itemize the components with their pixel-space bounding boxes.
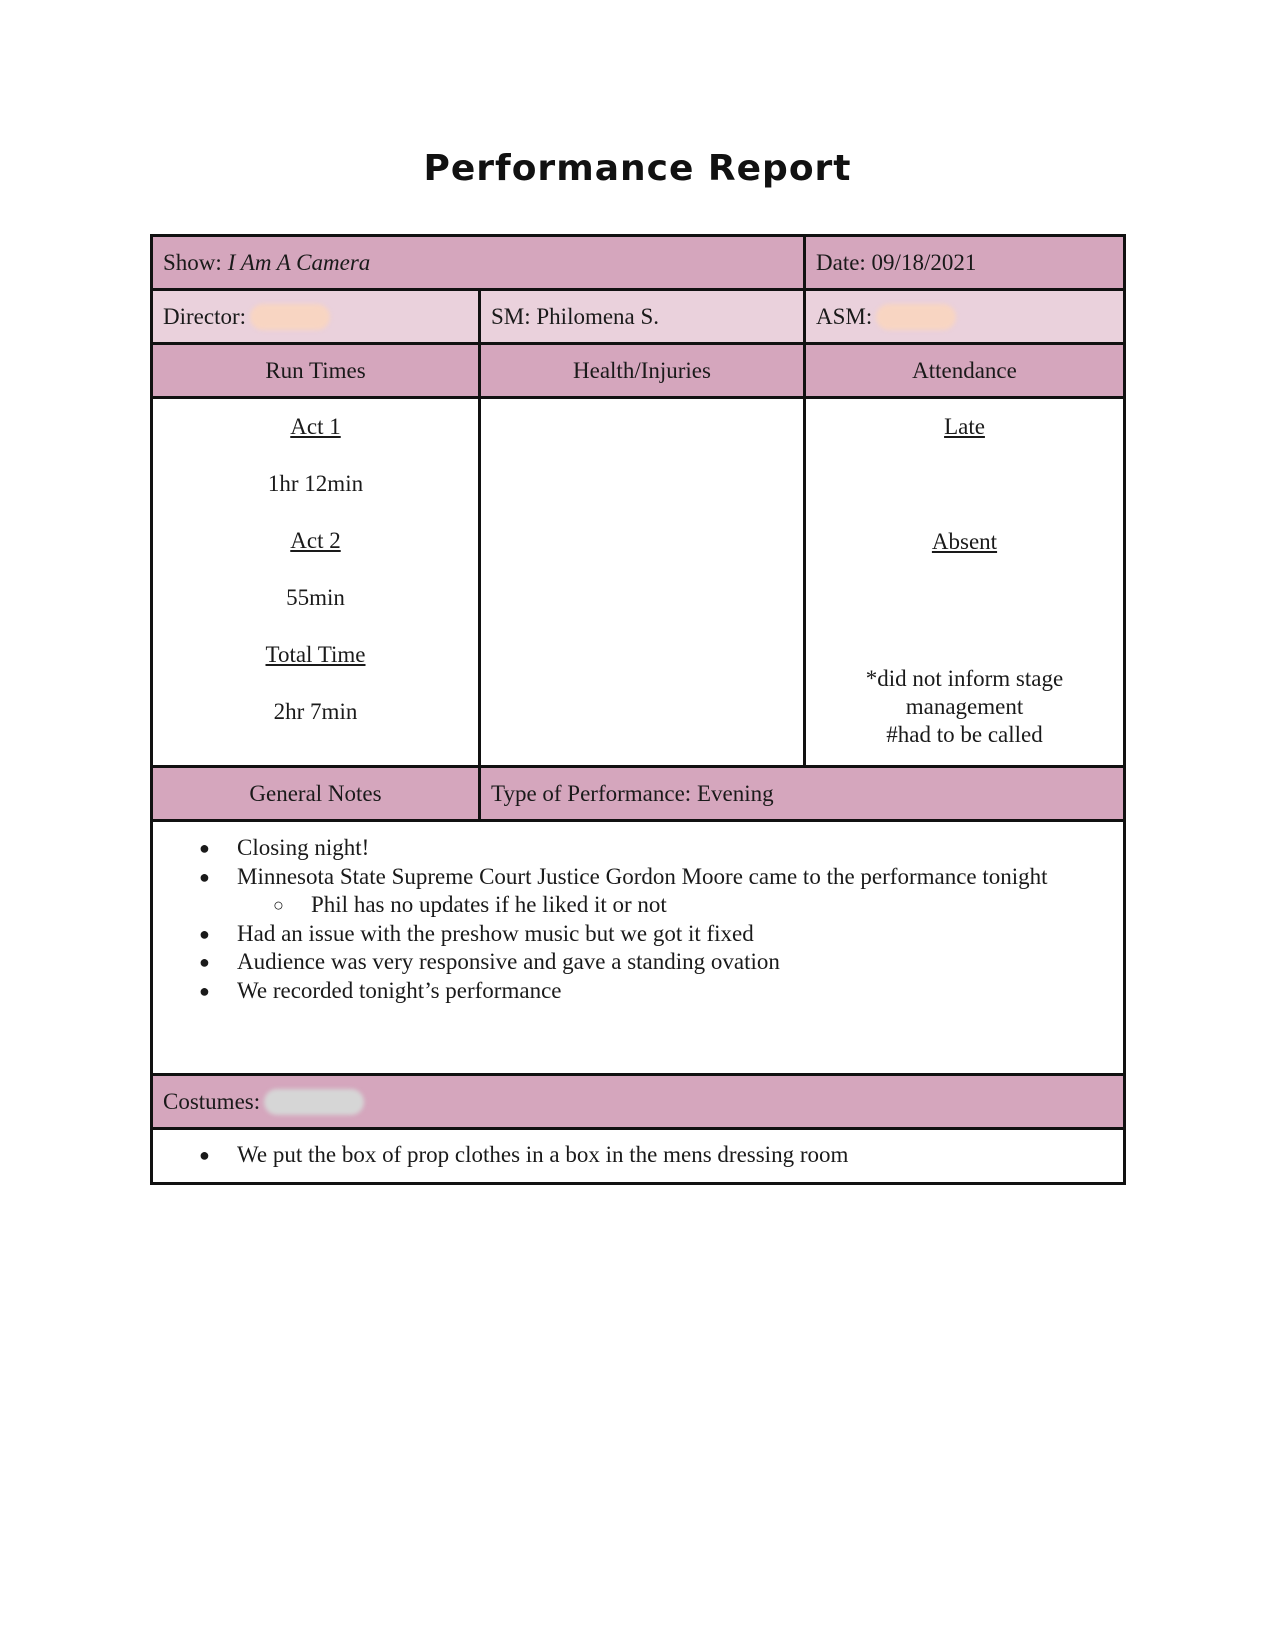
list-item: ○ Phil has no updates if he liked it or not	[153, 891, 1123, 920]
attendance-cell	[803, 399, 1123, 765]
show-cell	[153, 237, 803, 288]
attendance-note-2: #had to be called	[886, 722, 1043, 747]
page-title: Performance Report	[423, 148, 852, 189]
costumes-header	[153, 1076, 1123, 1127]
act2-value: 55min	[286, 585, 345, 610]
general-notes-header: General Notes	[153, 768, 478, 819]
asm-label: ASM:	[816, 303, 873, 329]
run-times-header: Run Times	[153, 345, 478, 396]
list-item: ● Minnesota State Supreme Court Justice Gordon Moore came to the performance tonight	[153, 863, 1123, 892]
costumes-header-row	[153, 1076, 1123, 1130]
costumes-redaction	[264, 1089, 364, 1115]
act2-label: Act 2	[290, 528, 341, 553]
costumes-label: Costumes:	[163, 1088, 261, 1114]
act1-label: Act 1	[290, 414, 341, 439]
list-item: ● We put the box of prop clothes in a box in the mens dressing room	[153, 1141, 1123, 1170]
director-redaction	[250, 304, 330, 330]
date-label: Date: 09/18/2021	[816, 249, 977, 275]
health-header: Health/Injuries	[478, 345, 803, 396]
section-header-row	[153, 345, 1123, 399]
details-row	[153, 399, 1123, 768]
general-notes-list	[153, 834, 1123, 1005]
list-item: ● We recorded tonight’s performance	[153, 977, 1123, 1006]
staff-row	[153, 291, 1123, 345]
health-cell	[478, 399, 803, 765]
performance-type: Type of Performance: Evening	[478, 768, 1123, 819]
attendance-note-1: *did not inform stage management	[865, 666, 1064, 719]
show-row	[153, 237, 1123, 291]
run-times-cell	[153, 399, 478, 765]
list-item: ● Audience was very responsive and gave a standing ovation	[153, 948, 1123, 977]
sm-label: SM: Philomena S.	[491, 303, 660, 329]
show-title: I Am A Camera	[227, 249, 371, 275]
absent-label: Absent	[931, 529, 998, 554]
asm-redaction	[876, 304, 956, 330]
general-header-row	[153, 768, 1123, 822]
total-value: 2hr 7min	[273, 699, 358, 724]
costumes-notes-body	[153, 1130, 1123, 1182]
date-cell	[803, 237, 1123, 288]
show-label: Show:	[163, 249, 222, 275]
costumes-notes-list	[153, 1141, 1123, 1170]
performance-report-table	[150, 234, 1126, 1185]
late-label: Late	[944, 414, 985, 439]
act1-value: 1hr 12min	[267, 471, 364, 496]
costumes-notes-row	[153, 1130, 1123, 1182]
director-label: Director:	[163, 303, 247, 329]
list-item: ● Had an issue with the preshow music but we got it fixed	[153, 920, 1123, 949]
attendance-header: Attendance	[803, 345, 1123, 396]
total-label: Total Time	[265, 642, 366, 667]
list-item: ● Closing night!	[153, 834, 1123, 863]
asm-cell	[803, 291, 1123, 342]
sm-cell	[478, 291, 803, 342]
general-notes-body	[153, 822, 1123, 1073]
director-cell	[153, 291, 478, 342]
general-notes-row	[153, 822, 1123, 1076]
